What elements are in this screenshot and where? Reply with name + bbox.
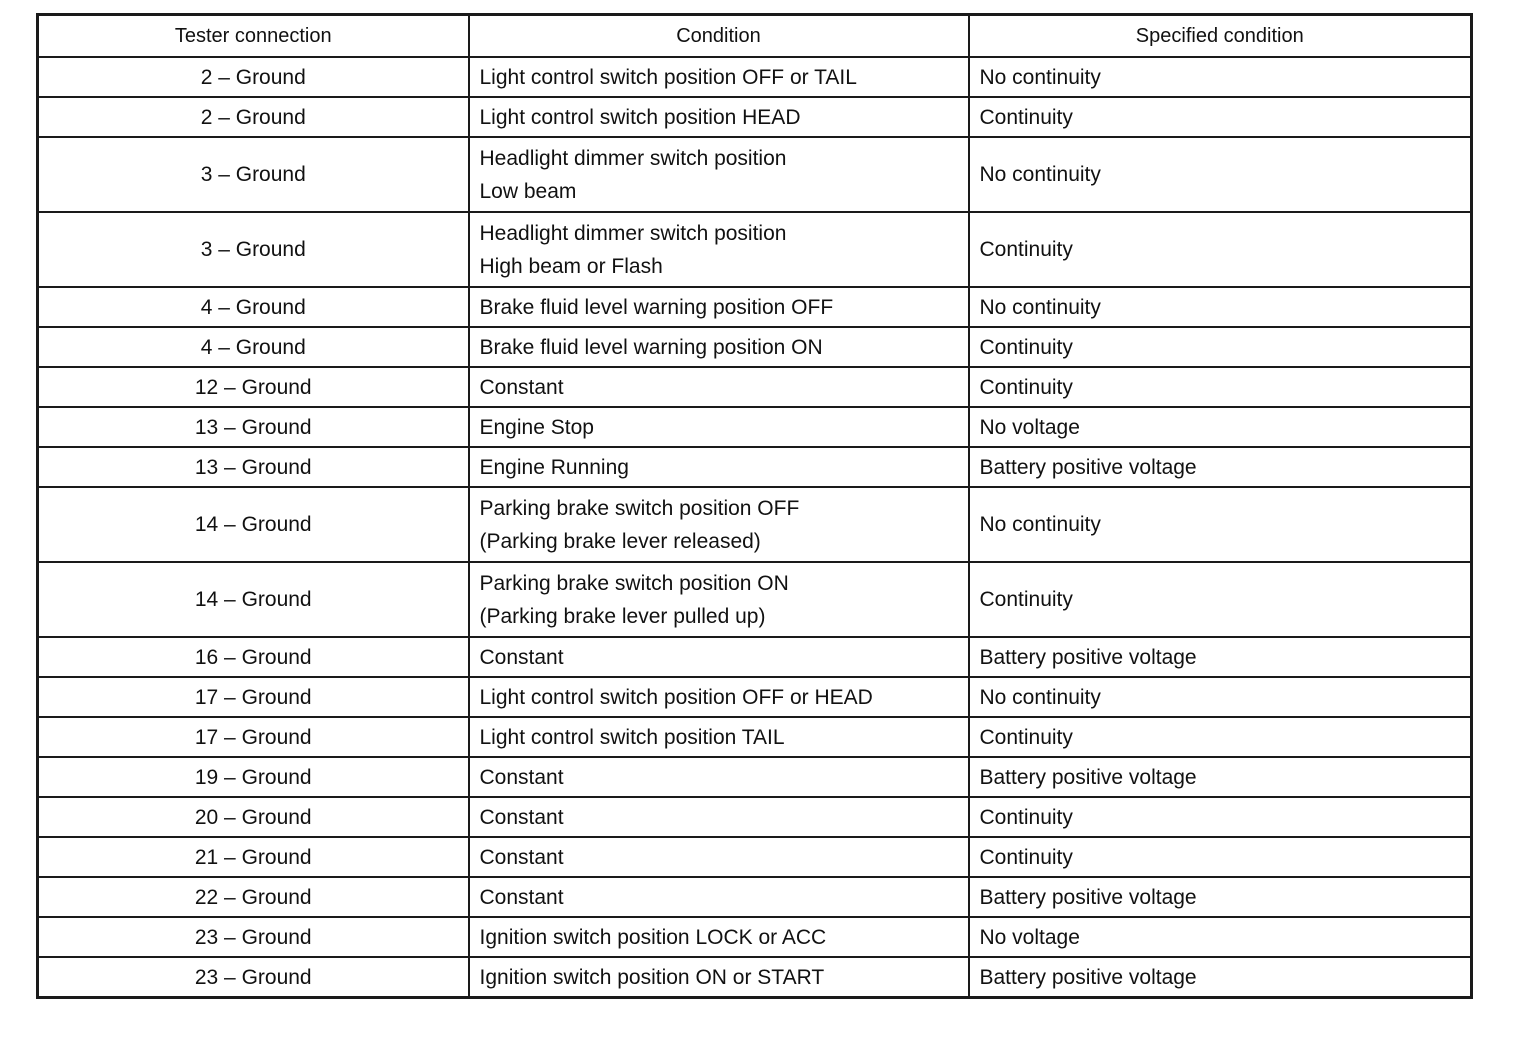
condition-line: Ignition switch position LOCK or ACC (479, 925, 827, 949)
specified-condition-cell: Battery positive voltage (969, 957, 1472, 998)
tester-connection-cell: 19 – Ground (38, 757, 469, 797)
specified-condition-cell: No continuity (969, 57, 1472, 97)
condition-cell (469, 487, 969, 562)
tester-connection-cell: 2 – Ground (38, 97, 469, 137)
tester-connection-cell: 16 – Ground (38, 637, 469, 677)
condition-cell (469, 757, 969, 797)
table-row (38, 212, 1472, 287)
specified-condition-cell: No continuity (969, 677, 1472, 717)
specified-condition-cell: No continuity (969, 487, 1472, 562)
tester-connection-cell: 20 – Ground (38, 797, 469, 837)
header-row (38, 15, 1472, 58)
tester-connection-cell: 3 – Ground (38, 137, 469, 212)
tester-connection-cell: 23 – Ground (38, 917, 469, 957)
condition-line: Light control switch position TAIL (479, 725, 785, 749)
table-row (38, 677, 1472, 717)
table-row (38, 487, 1472, 562)
table-row (38, 797, 1472, 837)
condition-cell (469, 327, 969, 367)
table-row (38, 877, 1472, 917)
table-row (38, 717, 1472, 757)
condition-line: Constant (479, 765, 564, 789)
specified-condition-cell: Continuity (969, 367, 1472, 407)
tester-connection-cell: 21 – Ground (38, 837, 469, 877)
condition-cell (469, 212, 969, 287)
table-row (38, 287, 1472, 327)
specified-condition-cell: Continuity (969, 212, 1472, 287)
tester-connection-cell: 17 – Ground (38, 677, 469, 717)
condition-cell (469, 97, 969, 137)
specified-condition-cell: Continuity (969, 562, 1472, 637)
condition-cell (469, 877, 969, 917)
header-specified-condition: Specified condition (969, 15, 1472, 58)
tester-connection-cell: 23 – Ground (38, 957, 469, 998)
condition-line: Parking brake switch position ON (479, 571, 789, 595)
condition-line: Constant (479, 885, 564, 909)
table-row (38, 407, 1472, 447)
condition-cell (469, 287, 969, 327)
specified-condition-cell: No continuity (969, 137, 1472, 212)
condition-line: Constant (479, 805, 564, 829)
specified-condition-cell: Continuity (969, 97, 1472, 137)
tester-connection-cell: 22 – Ground (38, 877, 469, 917)
condition-line: Light control switch position OFF or HEAD (479, 685, 873, 709)
table-row (38, 562, 1472, 637)
condition-line: Light control switch position HEAD (479, 105, 801, 129)
condition-line: Headlight dimmer switch position (479, 221, 787, 245)
tester-connection-cell: 4 – Ground (38, 327, 469, 367)
header-condition: Condition (469, 15, 969, 58)
table-row (38, 837, 1472, 877)
tester-connection-cell: 13 – Ground (38, 447, 469, 487)
condition-line: Parking brake switch position OFF (479, 496, 800, 520)
table-row (38, 447, 1472, 487)
table-row (38, 57, 1472, 97)
condition-cell (469, 57, 969, 97)
condition-cell (469, 137, 969, 212)
specification-table (36, 13, 1473, 999)
condition-line: Constant (479, 645, 564, 669)
specified-condition-cell: Continuity (969, 797, 1472, 837)
specified-condition-cell: Continuity (969, 837, 1472, 877)
header-tester-connection: Tester connection (38, 15, 469, 58)
condition-cell (469, 797, 969, 837)
condition-cell (469, 677, 969, 717)
condition-line: Headlight dimmer switch position (479, 146, 787, 170)
condition-cell (469, 917, 969, 957)
specified-condition-cell: No voltage (969, 407, 1472, 447)
specified-condition-cell: No voltage (969, 917, 1472, 957)
condition-cell (469, 407, 969, 447)
condition-line: Brake fluid level warning position ON (479, 335, 823, 359)
condition-line: Engine Running (479, 455, 629, 479)
condition-line: Constant (479, 845, 564, 869)
condition-line: Engine Stop (479, 415, 594, 439)
tester-connection-cell: 3 – Ground (38, 212, 469, 287)
condition-cell (469, 447, 969, 487)
condition-line: (Parking brake lever released) (479, 529, 761, 553)
table-row (38, 137, 1472, 212)
tester-connection-cell: 2 – Ground (38, 57, 469, 97)
condition-line: High beam or Flash (479, 254, 663, 278)
specified-condition-cell: Battery positive voltage (969, 757, 1472, 797)
specified-condition-cell: Battery positive voltage (969, 637, 1472, 677)
condition-cell (469, 367, 969, 407)
specified-condition-cell: No continuity (969, 287, 1472, 327)
tester-connection-cell: 4 – Ground (38, 287, 469, 327)
table-row (38, 367, 1472, 407)
tester-connection-cell: 13 – Ground (38, 407, 469, 447)
table-row (38, 757, 1472, 797)
condition-cell (469, 957, 969, 998)
table-row (38, 957, 1472, 998)
condition-cell (469, 637, 969, 677)
condition-line: Constant (479, 375, 564, 399)
table-body (38, 57, 1472, 998)
specified-condition-cell: Battery positive voltage (969, 877, 1472, 917)
tester-connection-cell: 14 – Ground (38, 562, 469, 637)
condition-cell (469, 562, 969, 637)
condition-line: (Parking brake lever pulled up) (479, 604, 766, 628)
table-row (38, 97, 1472, 137)
condition-line: Low beam (479, 179, 577, 203)
specified-condition-cell: Battery positive voltage (969, 447, 1472, 487)
condition-cell (469, 837, 969, 877)
specified-condition-cell: Continuity (969, 717, 1472, 757)
specified-condition-cell: Continuity (969, 327, 1472, 367)
tester-connection-cell: 17 – Ground (38, 717, 469, 757)
table-row (38, 917, 1472, 957)
condition-line: Ignition switch position ON or START (479, 965, 825, 989)
table-row (38, 327, 1472, 367)
condition-cell (469, 717, 969, 757)
tester-connection-cell: 14 – Ground (38, 487, 469, 562)
tester-connection-cell: 12 – Ground (38, 367, 469, 407)
condition-line: Light control switch position OFF or TAIL (479, 65, 857, 89)
condition-line: Brake fluid level warning position OFF (479, 295, 834, 319)
table-row (38, 637, 1472, 677)
